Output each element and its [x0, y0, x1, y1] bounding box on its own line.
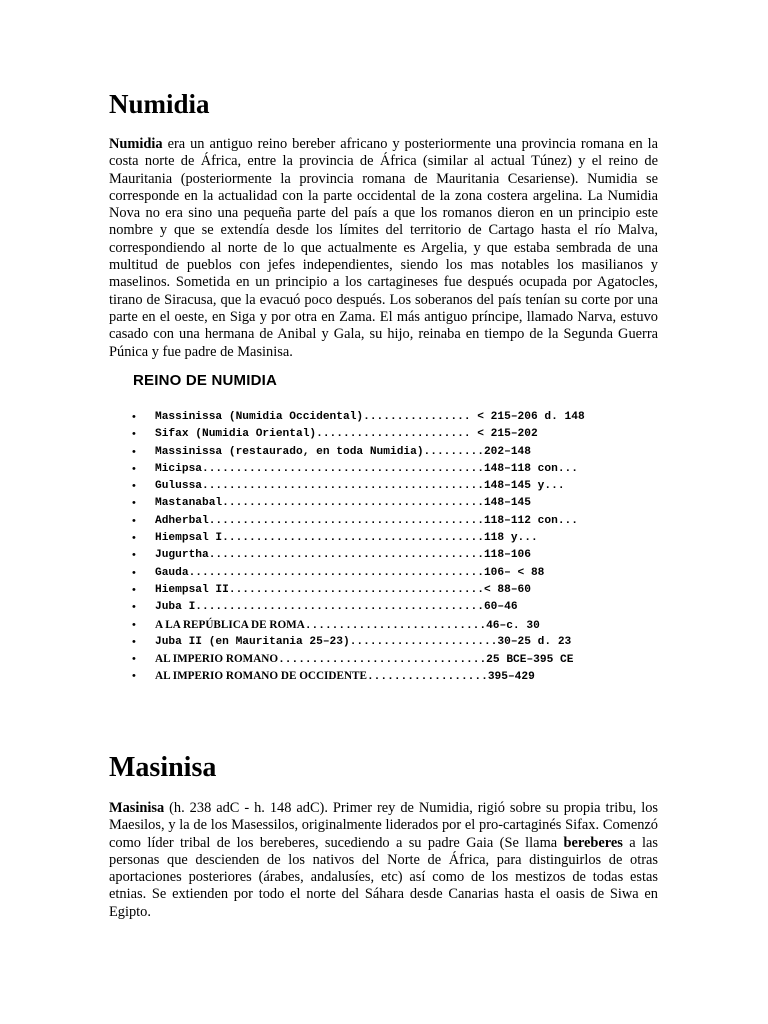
list-item-text: Massinissa (restaurado, en toda Numidia).........202–148 [155, 445, 531, 458]
list-item-text: Adherbal.........................................118–112 con... [155, 514, 578, 527]
list-item-text: Hiempsal II......................................< 88–60 [155, 583, 531, 596]
bullet-icon: • [132, 532, 136, 545]
king-list [112, 409, 672, 686]
list-item [112, 530, 672, 547]
numidia-bold-term: Numidia [109, 136, 163, 152]
bullet-icon: • [132, 514, 136, 527]
masinisa-text-2: a las personas que descienden de los nativos del Norte de África, para distinguirlos de otras aportaciones posteriores (árabes, andalusíes, etc) así como de los mestizos de todas estas etnias. Se extienden por todo el norte del Sáhara desde Canarias hasta el oasis de Siwa en Egipto. [109, 834, 658, 920]
list-item-name: AL IMPERIO ROMANO DE OCCIDENTE [155, 670, 367, 683]
bullet-icon: • [132, 635, 136, 648]
list-item-text: Gauda............................................106– < 88 [155, 566, 545, 579]
bullet-icon: • [132, 411, 136, 423]
list-item [112, 617, 672, 634]
list-item [112, 565, 672, 582]
bullet-icon: • [132, 566, 136, 579]
masinisa-bold-term: Masinisa [109, 800, 165, 816]
reino-heading: REINO DE NUMIDIA [133, 372, 278, 389]
list-item-text: ..................395–429 [366, 671, 535, 684]
list-item [112, 426, 672, 443]
bullet-icon: • [132, 428, 136, 441]
list-item [112, 599, 672, 616]
list-item-text: ...........................46–c. 30 [304, 619, 540, 632]
list-item [112, 634, 672, 651]
masinisa-text-1: (h. 238 adC - h. 148 adC). Primer rey de Numidia, rigió sobre su propia tribu, los Maesilos, y la de los Masessilos, originalmente liderados por el pro-cartaginés Sifax. Comenzó como líder tribal de los bereberes, sucediendo a su padre Gaia (Se llama [109, 800, 658, 851]
list-item-text: Hiempsal I.......................................118 y... [155, 532, 538, 545]
bullet-icon: • [132, 601, 136, 614]
bullet-icon: • [132, 653, 136, 666]
list-item-text: Sifax (Numidia Oriental)....................... < 215–202 [155, 428, 538, 441]
list-item-text: Jugurtha.........................................118–106 [155, 549, 531, 562]
bullet-icon: • [132, 618, 136, 631]
list-item [112, 461, 672, 478]
bullet-icon: • [132, 445, 136, 458]
bullet-icon: • [132, 480, 136, 493]
list-item [112, 651, 672, 668]
list-item-text: Mastanabal.......................................148–145 [155, 497, 531, 510]
list-item [112, 582, 672, 599]
bullet-icon: • [132, 462, 136, 475]
list-item [112, 409, 672, 426]
list-item-text: Gulussa..........................................148–145 y... [155, 480, 565, 493]
list-item [112, 547, 672, 564]
bereberes-bold-term: bereberes [563, 834, 623, 851]
masinisa-paragraph [109, 800, 658, 921]
list-item-text: ...............................25 BCE–395 CE [278, 654, 574, 667]
numidia-paragraph [109, 136, 658, 361]
list-item-name: A LA REPÚBLICA DE ROMA [155, 618, 305, 631]
list-item-text: Juba I...........................................60–46 [155, 601, 518, 614]
bullet-icon: • [132, 497, 136, 510]
list-item-text: Massinissa (Numidia Occidental)................ < 215–206 d. 148 [155, 411, 585, 423]
list-item-text: Micipsa..........................................148–118 con... [155, 462, 578, 475]
list-item [112, 444, 672, 461]
masinisa-title: Masinisa [109, 752, 217, 783]
list-item [112, 478, 672, 495]
bullet-icon: • [132, 549, 136, 562]
list-item [112, 668, 672, 685]
list-item [112, 513, 672, 530]
list-item [112, 495, 672, 512]
bullet-icon: • [132, 670, 136, 683]
bullet-icon: • [132, 583, 136, 596]
numidia-title: Numidia [109, 89, 210, 119]
list-item-name: AL IMPERIO ROMANO [155, 653, 279, 666]
numidia-paragraph-text: era un antiguo reino bereber africano y posteriormente una provincia romana en la costa norte de África, entre la provincia de África (similar al actual Túnez) y el reino de Mauritania (posteriormente la provincia romana de Mauritania Cesariense). Numidia se corresponde en la actualidad con la parte occidental de la zona costera argelina. La Numidia Nova no era sino una pequeña parte del país a que los romanos dieron en un principio este nombre y que se extendía desde los límites del territorio de Cartago hasta el río Malva, correspondiendo al norte de lo que actualmente es Argelia, y que estaba sembrada de una multitud de pueblos con jefes independientes, siendo los mas notables los masilianos y maselinos. Sometida en un principio a los cartagineses fue después ocupada por Agatocles, tirano de Siracusa, que la evacuó poco después. Los soberanos del país tenían su corte por una parte en el oeste, en Siga y por otra en Zama. El más antiguo príncipe, llamado Narva, estuvo casado con una hermana de Anibal y Gala, su hijo, reinaba en tiempo de la Segunda Guerra Púnica y fue padre de Masinisa. [109, 136, 658, 360]
list-item-text: Juba II (en Mauritania 25–23)......................30–25 d. 23 [155, 635, 572, 648]
